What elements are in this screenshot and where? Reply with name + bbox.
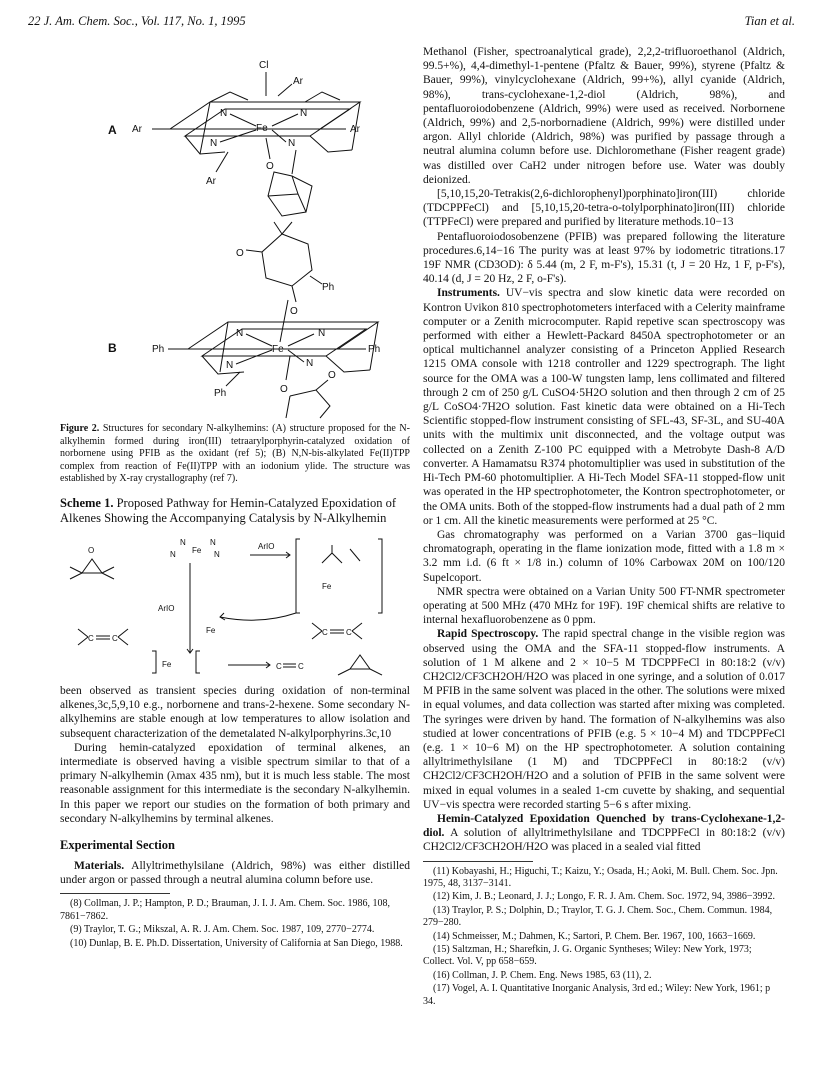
reference-12: (12) Kim, J. B.; Leonard, J. J.; Longo, F. R. J. Am. Chem. Soc. 1972, 94, 3986−3992.: [433, 891, 776, 903]
label-b: B: [108, 341, 117, 355]
scheme-o-1: O: [88, 545, 95, 555]
atom-n-b4: N: [306, 358, 314, 369]
atom-ar-left: Ar: [132, 124, 142, 135]
left-para-1: been observed as transient species during oxidation of non-terminal alkenes,3c,5,9,10 e.g., norbornene and trans-2-hexene. Some secondary N-alkylhemins are stable enough at low temperatures to allow isolation and subsequent characterization of the demetalated N-alkylporphyrins.3c,10: [60, 684, 410, 740]
reference-13: (13) Traylor, P. S.; Dolphin, D.; Traylor, T. G. J. Chem. Soc., Chem. Commun. 1984, 279−280.: [423, 904, 773, 929]
epoxide-top-left: [70, 546, 114, 579]
rapid-spectroscopy-heading: Rapid Spectroscopy.: [437, 628, 539, 641]
reference-8: (8) Collman, J. P.; Hampton, P. D.; Brauman, J. I. J. Am. Chem. Soc. 1986, 108, 7861−7862.: [60, 898, 390, 922]
rapid-spectroscopy-para: [423, 627, 785, 812]
materials-text: Allyltrimethylsilane (Aldrich, 98%) was either distilled under argon or passed through a neutral alumina column before use.: [60, 860, 410, 887]
atom-ph-top: Ph: [322, 282, 335, 293]
experimental-section-heading: Experimental Section: [60, 838, 175, 852]
atom-o-b2: O: [290, 306, 298, 317]
scheme-fe-3: Fe: [206, 625, 216, 635]
running-header: [28, 10, 795, 32]
materials-para: [60, 859, 410, 887]
reference-9: (9) Traylor, T. G.; Mikszal, A. R. J. Am. Chem. Soc. 1987, 109, 2770−2774.: [70, 924, 375, 936]
atom-n-b3: N: [226, 360, 234, 371]
structure-a: [108, 60, 361, 216]
scheme-c-1: C: [88, 633, 94, 643]
reference-11: (11) Kobayashi, H.; Higuchi, T.; Kaizu, Y.; Osada, H.; Aoki, M. Bull. Chem. Soc. Jpn. 1975, 48, 3137−3141.: [423, 865, 778, 889]
figure-2-caption-text: Structures for secondary N-alkylhemins: (A) structure proposed for the N-alkylhemin formed during iron(III) tetraarylporphyrin-catalyzed oxidation of norbornene using PFIB as the oxidant (ref 5); (B) N,N-bis-alkylated Fe(II)TPP complex from reaction of Fe(II)TPP with an iodonium ylide. The structure was established by X-ray crystallography (ref 7).: [60, 423, 410, 485]
atom-fe-a: Fe: [256, 123, 268, 134]
right-references: [423, 866, 785, 1008]
atom-o-a: O: [266, 161, 274, 172]
scheme-1-title: [60, 496, 410, 527]
right-para-3: Pentafluoroiodosobenzene (PFIB) was prepared following the literature procedures.6,14−16 The purity was at least 97% by iodometric titrations.17 19F NMR (CD3OD): δ 5.44 (m, 2 F, m-F's), 15.31 (t, J = 20 Hz, 1 F, p-F's), 40.14 (d, J = 20 Hz, 2 F, o-F's).: [423, 230, 785, 286]
atom-o-b3: O: [280, 384, 288, 395]
instruments-text: UV−vis spectra and slow kinetic data were recorded on Kontron Uvikon 810 spectrophotometers interfaced with a Celerity mainframe computer or a Zenith microcomputer. Rapid repetive scan spectroscopy was performed with either a Hewlett-Packard 8450A spectrophotometer or an optical multichannel analyzer consisting of a Princeton Applied Research 1215 OMA console with 1218 controller and 1229 spectrograph. The light source for the OMA was a 100-W tungsten lamp, lens collimated and filtered through 2 cm of 250 g/L CuSO4·5H2O solution and then through 2 cm of 25 g/L CoSO4·7H2O solution. Fast kinetic data were obtained on a Hi-Tech Scientific stopped-flow instrument consisting of SFL-43, SF-3L, and SU-40A units with the multimix unit disconnected, and the voltage output was collected on a Zenith Z-100 PC equipped with a Metrobyte Dash-8 A/D converter. A Hamamatsu R374 photomultiplier was used in substitution of the Hi-Tech PM-60 photomultiplier. A Hi-Tech Model SFA-11 stopped-flow unit was operated in the HP spectrophotometer, the Kontron spectrophotometer, or the OMA units. Both of the stopped-flow instruments had a dual path of 2 mm or 1 cm. All the kinetic measurements were performed at 25 °C.: [423, 287, 785, 527]
materials-heading: Materials.: [74, 860, 125, 872]
scheme-1-title-text: Proposed Pathway for Hemin-Catalyzed Epoxidation of Alkenes Showing the Accompanying Catalysis by N-Alkylhemin: [60, 495, 397, 526]
instruments-para: [423, 286, 785, 527]
label-a: A: [108, 123, 117, 137]
quench-para: [423, 812, 785, 855]
atom-ar-top: Ar: [293, 76, 303, 87]
right-para-2: [5,10,15,20-Tetrakis(2,6-dichlorophenyl)porphinato]iron(III) chloride (TDCPPFeCl) and [5,10,15,20-tetra-o-tolylporphinato]iron(III) chloride (TTPFeCl) were prepared and purified by literature methods.10−13: [423, 188, 785, 229]
atom-ar-bottom: Ar: [206, 176, 216, 187]
alkene-left: [78, 629, 128, 645]
scheme-1: [60, 496, 410, 678]
reference-16: (16) Collman, J. P. Chem. Eng. News 1985, 63 (11), 2.: [433, 969, 652, 981]
nmr-para: NMR spectra were obtained on a Varian Unity 500 FT-NMR spectrometer operating at 500 MHz (470 MHz for 19F). 19F chemical shifts are relative to internal hexafluorobenzene as 0 ppm.: [423, 585, 785, 627]
atom-ph-right: Ph: [368, 344, 381, 355]
author-running-title: Tian et al.: [744, 14, 795, 28]
alkene-right: [312, 623, 362, 639]
structure-b: [108, 222, 380, 418]
figure-2: [60, 34, 410, 486]
scheme-c-3: C: [322, 627, 328, 637]
scheme-fe-2: Fe: [322, 581, 332, 591]
scheme-1-diagram: [60, 533, 410, 678]
atom-o-b1: O: [236, 248, 244, 259]
reference-10: (10) Dunlap, B. E. Ph.D. Dissertation, University of California at San Diego, 1988.: [70, 937, 403, 949]
atom-fe-b: Fe: [272, 344, 284, 355]
reference-15: (15) Saltzman, H.; Sharefkin, J. G. Organic Syntheses; Wiley: New York, 1973; Collect. Vol. V, pp 658−659.: [423, 944, 752, 968]
left-references: [60, 898, 410, 950]
figure-2-caption-label: Figure 2.: [60, 423, 100, 434]
scheme-n-3: N: [170, 549, 176, 559]
rapid-spectroscopy-text: The rapid spectral change in the visible region was observed using the OMA and the SFA-11 stopped-flow instruments. A solution of 1 M alkene and 2 × 10−5 M TDCPPFeCl in 80:18:2 (v/v) CH2Cl2/CF3CH2OH/H2O was placed in one syringe, and a solution of 0.017 M PFIB in the same solvent was placed in the other. The solutions were mixed in equal volumes, and data collection was started after mixing was completed. The syringes were driven by hand. The formation of N-alkylhemins was also studied at lower concentrations of PFIB (e.g. 5 × 10−4 M) and TDCPPFeCl (e.g. 1 × 10−6 M) on the HP spectrophotometer. A solution containing allyltrimethylsilane (1 M) and TDCPPFeCl in 80:18:2 (v/v) CH2Cl2/CF3CH2OH/H2O and a solution of PFIB in the same solvent were mixed in equal volumes in a sealed 1-cm cuvette by shaking, and sequential UV−vis spectra were recorded starting 5−6 s after mixing.: [423, 628, 786, 811]
footnote-divider-right: [423, 861, 533, 862]
atom-o-b4: O: [328, 370, 336, 381]
atom-n-b1: N: [236, 328, 244, 339]
atom-n-4: N: [288, 138, 296, 149]
left-para-2: During hemin-catalyzed epoxidation of terminal alkenes, an intermediate is observed having a visible spectrum similar to that of a primary N-alkylhemin (λmax 435 nm), but it is much less stable. The most reasonable assignment for this intermediate is the secondary N-alkylhemin. In this paper we report our studies on the formation of both primary and secondary N-alkylhemins by terminal alkenes.: [60, 741, 410, 825]
quench-heading: Hemin-Catalyzed Epoxidation Quenched by trans-Cyclohexane-1,2-diol.: [423, 812, 785, 840]
scheme-fe-1: Fe: [192, 545, 202, 555]
reference-17: (17) Vogel, A. I. Quantitative Inorganic Analysis, 3rd ed.; Wiley: New York, 1961; p 34.: [423, 983, 771, 1007]
atom-n-b2: N: [318, 328, 326, 339]
scheme-n-4: N: [214, 549, 220, 559]
figure-2-structures: [60, 34, 410, 419]
scheme-c-6: C: [298, 661, 304, 671]
hemin-top: [170, 538, 220, 559]
scheme-n-2: N: [210, 537, 216, 547]
atom-cl: Cl: [259, 60, 269, 71]
atom-ph-bottom: Ph: [214, 388, 227, 399]
reference-14: (14) Schmeisser, M.; Dahmen, K.; Sartori, P. Chem. Ber. 1967, 100, 1663−1669.: [433, 930, 756, 942]
scheme-c-5: C: [276, 661, 282, 671]
footnote-divider: [60, 893, 170, 894]
scheme-c-4: C: [346, 627, 352, 637]
atom-n-3: N: [210, 138, 218, 149]
scheme-n-1: N: [180, 537, 186, 547]
scheme-c-2: C: [112, 633, 118, 643]
scheme-1-label: Scheme 1.: [60, 495, 114, 510]
right-column: [423, 45, 785, 1009]
atom-n-1: N: [220, 108, 228, 119]
scheme-fe-4: Fe: [162, 659, 172, 669]
right-para-1: Methanol (Fisher, spectroanalytical grade), 2,2,2-trifluoroethanol (Aldrich, 99.5+%), 4,4-dimethyl-1-pentene (Pfaltz & Bauer, 99%), styrene (Pfaltz & Bauer, 99%), vinylcyclohexane (Aldrich, 99+%), allyl cyanide (Aldrich, 98%), trans-cyclohexane-1,2-diol (Aldrich, 98%), and pentafluoroiodobenzene (Aldrich, 99%) were used as received. Norbornene (Aldrich, 99%) and 2,5-norbornadiene (Aldrich, 99%) were distilled under argon. Allyl chloride (Aldrich, 98%) was purified by passage through a neutral alumina column before use. Dichloromethane (Fisher reagent grade) was distilled over CaH2 under nitrogen before use. Water was doubly deionized.: [423, 46, 785, 186]
atom-ph-left: Ph: [152, 344, 165, 355]
journal-citation: 22 J. Am. Chem. Soc., Vol. 117, No. 1, 1995: [28, 14, 246, 28]
gc-para: Gas chromatography was performed on a Varian 3700 gas−liquid chromatograph, operating in the flame ionization mode, fitted with a 1.8 m × 3.2 mm i.d. (6 ft × 1/8 in.) column of 10% Carbowax 20M on 100/120 Supelcoport.: [423, 528, 785, 584]
atom-ar-right: Ar: [350, 124, 360, 135]
figure-2-caption: [60, 423, 410, 486]
instruments-heading: Instruments.: [437, 287, 500, 300]
scheme-ario-2: ArIO: [158, 603, 175, 613]
quench-text: A solution of allyltrimethylsilane and TDCPPFeCl in 80:18:2 (v/v) CH2Cl2/CF3CH2OH/H2O was placed in a sealed vial fitted: [423, 827, 785, 854]
left-column: [60, 34, 410, 951]
scheme-ario-1: ArIO: [258, 541, 275, 551]
atom-n-2: N: [300, 108, 308, 119]
